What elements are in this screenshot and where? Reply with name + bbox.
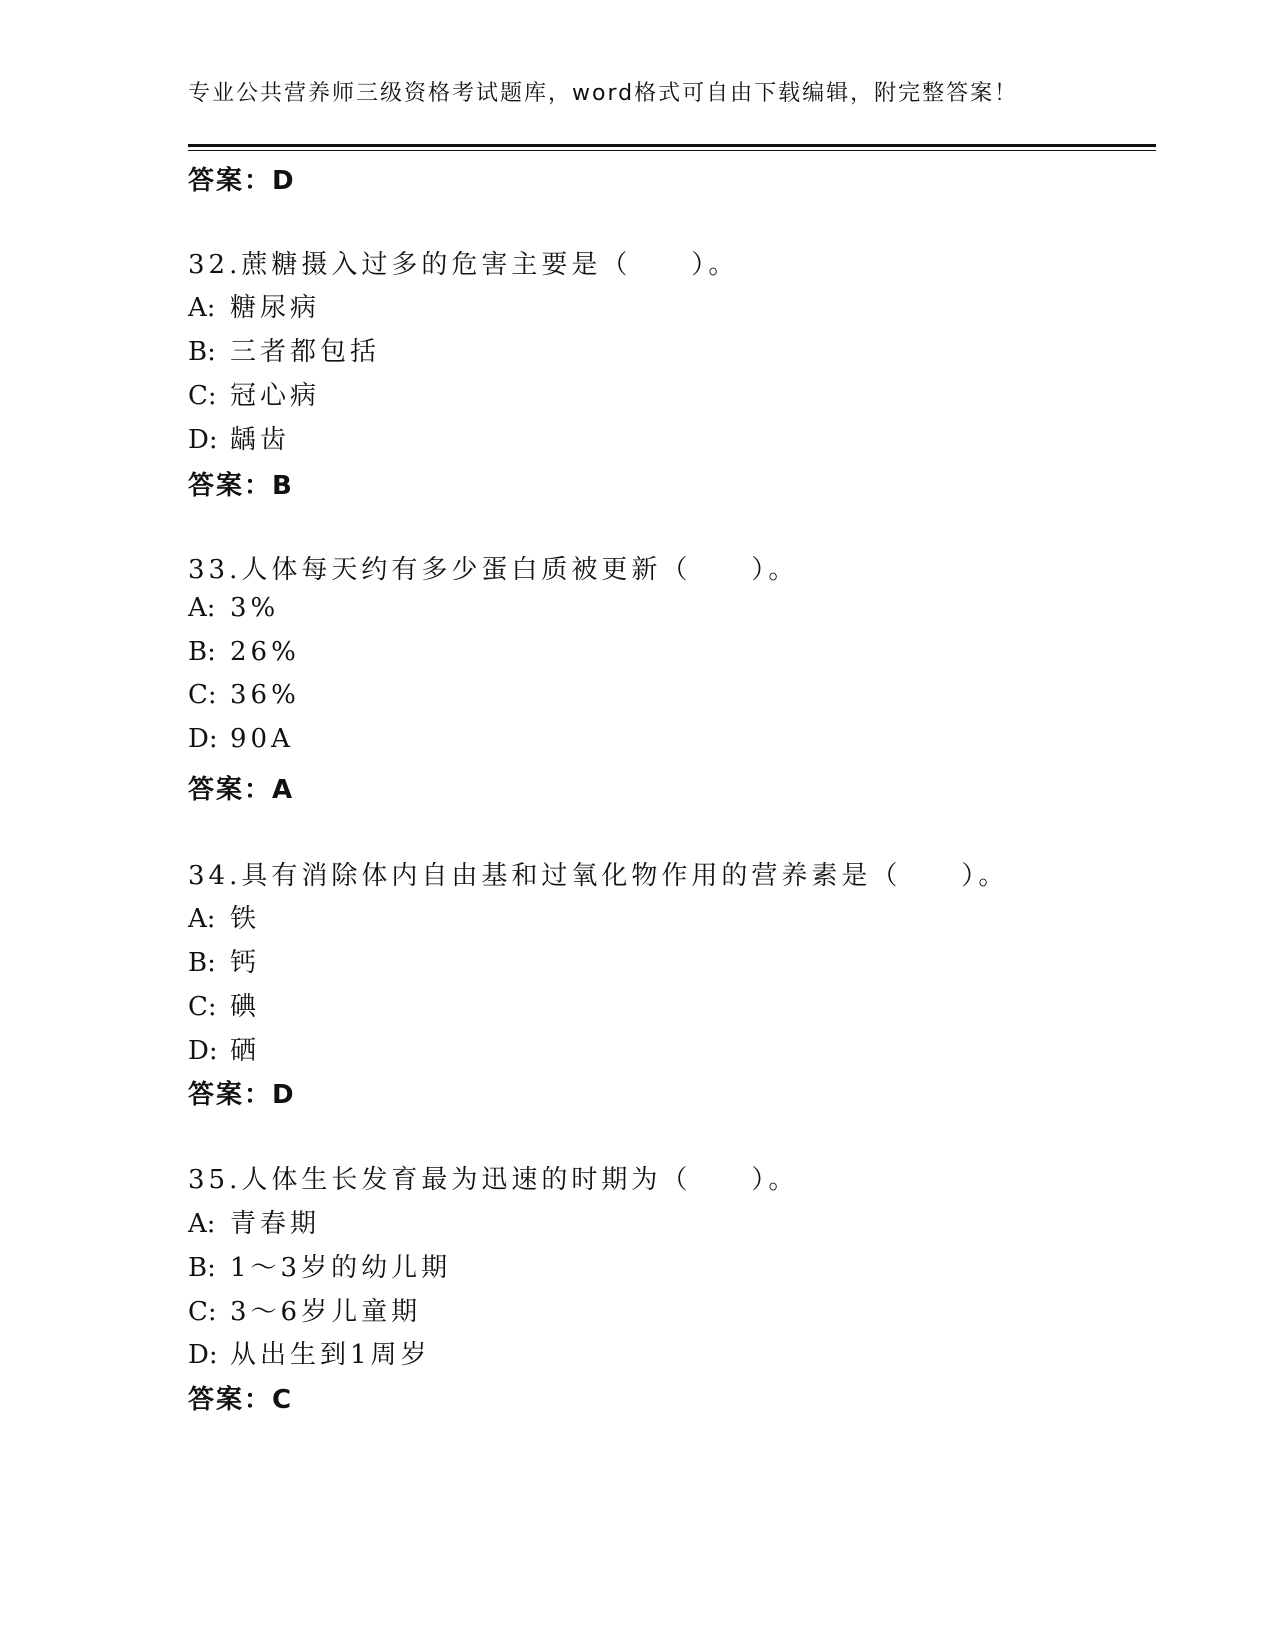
option-a: A: 铁 — [188, 904, 261, 934]
option-c: C: 3～6岁儿童期 — [188, 1297, 422, 1327]
answer-line — [188, 160, 296, 197]
question-text — [188, 549, 798, 586]
option-d: D: 龋齿 — [188, 425, 291, 455]
option-c: C: 碘 — [188, 992, 261, 1022]
option-c: C: 36% — [188, 680, 300, 710]
answer-value: D — [272, 166, 296, 196]
question-number: 32. — [188, 250, 242, 280]
question-text — [188, 244, 738, 281]
answer-value: A — [272, 775, 295, 805]
option-d: D: 从出生到1周岁 — [188, 1340, 431, 1370]
question-number: 35. — [188, 1165, 242, 1195]
question-stem: 蔗糖摄入过多的危害主要是（ ）。 — [241, 250, 739, 280]
answer-value: D — [272, 1080, 296, 1110]
answer-value: C — [272, 1385, 294, 1415]
option-a: A: 青春期 — [188, 1209, 321, 1239]
header-text: 专业公共营养师三级资格考试题库，word格式可自由下载编辑，附完整答案！ — [188, 81, 1019, 106]
question-text — [188, 1159, 798, 1196]
answer-line: 答案：B — [188, 471, 294, 501]
option-c: C: 冠心病 — [188, 381, 321, 411]
option-b: B: 26% — [188, 637, 300, 667]
question-number: 34. — [188, 861, 242, 891]
question-text — [188, 855, 1008, 892]
answer-value: B — [272, 471, 294, 501]
header-rule-thick — [188, 144, 1156, 147]
question-stem: 人体生长发育最为迅速的时期为（ ）。 — [241, 1165, 799, 1195]
question-stem: 人体每天约有多少蛋白质被更新（ ）。 — [241, 555, 799, 585]
option-a: A: 糖尿病 — [188, 293, 321, 323]
option-a: A: 3% — [188, 593, 280, 623]
question-number: 33. — [188, 555, 242, 585]
option-b: B: 钙 — [188, 948, 261, 978]
answer-line: 答案：C — [188, 1385, 294, 1415]
option-d: D: 硒 — [188, 1036, 261, 1066]
answer-prefix: 答案： — [188, 166, 273, 196]
answer-line: 答案：A — [188, 775, 295, 805]
header-rule-thin — [188, 150, 1156, 151]
question-stem: 具有消除体内自由基和过氧化物作用的营养素是（ ）。 — [241, 861, 1009, 891]
answer-line: 答案：D — [188, 1080, 296, 1110]
option-b: B: 1～3岁的幼儿期 — [188, 1253, 452, 1283]
option-d: D: 90A — [188, 724, 294, 754]
option-b: B: 三者都包括 — [188, 337, 381, 367]
